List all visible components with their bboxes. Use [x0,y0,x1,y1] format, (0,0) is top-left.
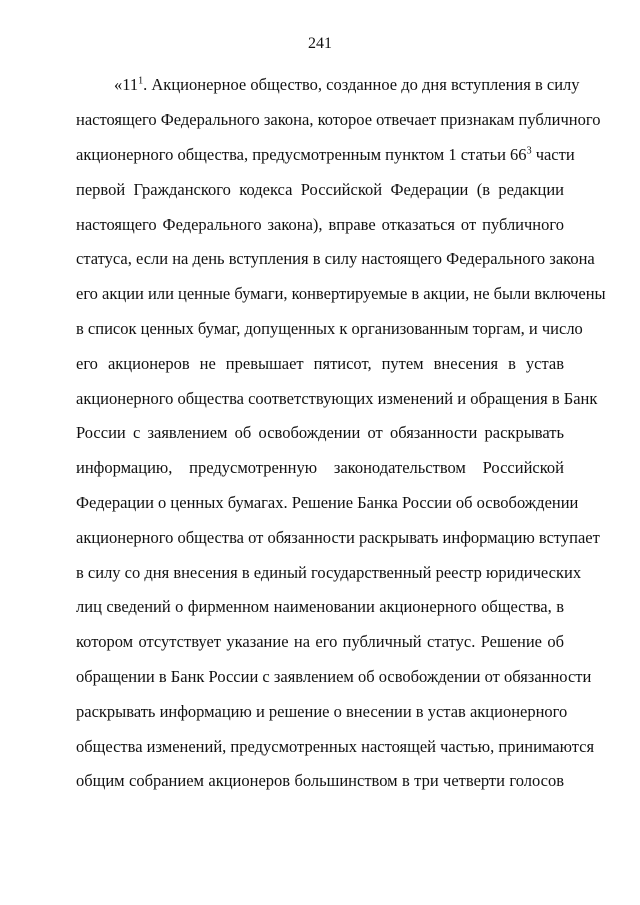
text-line: его акционеров не превышает пятисот, путем внесения в устав [76,354,564,373]
text-line: акционерного общества соответствующих изменений и обращения в Банк [76,389,598,408]
text-line: лиц сведений о фирменном наименовании акционерного общества, в [76,597,564,616]
text-line: общим собранием акционеров большинством в три четверти голосов [76,771,564,790]
text-line: акционерного общества, предусмотренным пунктом 1 статьи $66^3$ части [76,145,575,164]
text-line: акционерного общества от обязанности раскрывать информацию вступает [76,528,600,547]
text-line: раскрывать информацию и решение о внесении в устав акционерного [76,702,568,721]
text-line: «$11^1$. Акционерное общество, созданное до дня вступления в силу [114,75,580,94]
text-line: общества изменений, предусмотренных настоящей частью, принимаются [76,737,595,756]
text-line: статуса, если на день вступления в силу настоящего Федерального закона [76,249,595,268]
text-line: настоящего Федерального закона, которое отвечает признакам публичного [76,110,601,129]
text-line: котором отсутствует указание на его публичный статус. Решение об [76,632,564,651]
text-line: его акции или ценные бумаги, конвертируемые в акции, не были включены [76,284,606,303]
text-line: в силу со дня внесения в единый государственный реестр юридических [76,563,582,582]
text-line: первой Гражданского кодекса Российской Федерации (в редакции [76,180,564,199]
text-line: в список ценных бумаг, допущенных к организованным торгам, и число [76,319,583,338]
page-number: 241 [308,35,332,52]
text-line: обращении в Банк России с заявлением об освобождении от обязанности [76,667,592,686]
text-line: настоящего Федерального закона), вправе отказаться от публичного [76,215,564,234]
text-line: информацию, предусмотренную законодательством Российской [76,458,564,477]
text-line: Федерации о ценных бумагах. Решение Банка России об освобождении [76,493,579,512]
text-line: России с заявлением об освобождении от обязанности раскрывать [76,423,564,442]
